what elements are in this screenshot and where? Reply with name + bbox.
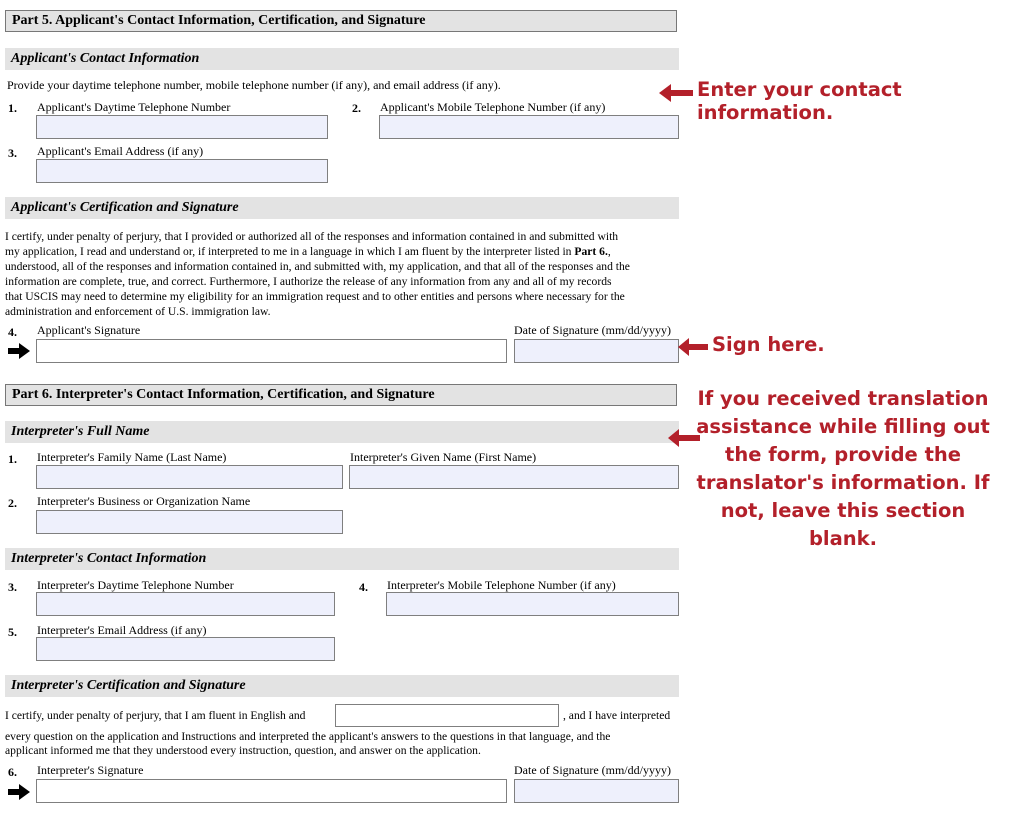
applicant-signature-date-input[interactable] — [514, 339, 679, 363]
cert-line-2: my application, I read and understand or, if interpreted to me in a language in which I am fluent by the interpreter listed in Part 6., — [5, 245, 611, 258]
item-number-1: 1. — [8, 101, 17, 115]
applicant-mobile-phone-input[interactable] — [379, 115, 679, 139]
black-arrow-icon — [8, 784, 30, 800]
applicant-email-input[interactable] — [36, 159, 328, 183]
applicant-date-label: Date of Signature (mm/dd/yyyy) — [514, 323, 671, 337]
interpreter-name-section-header: Interpreter's Full Name — [5, 421, 679, 443]
interpreter-given-name-label: Interpreter's Given Name (First Name) — [350, 450, 537, 464]
contact-intro-text: Provide your daytime telephone number, mobile telephone number (if any), and email address (if any). — [7, 78, 501, 92]
cert-line-6: administration and enforcement of U.S. immigration law. — [5, 305, 271, 318]
item-number-3: 3. — [8, 146, 17, 160]
translator-annotation-line-4: translator's information. If — [696, 471, 990, 494]
interpreter-certification-section-header: Interpreter's Certification and Signature — [5, 675, 679, 697]
interpreter-mobile-phone-input[interactable] — [386, 592, 679, 616]
part5-header: Part 5. Applicant's Contact Information, Certification, and Signature — [5, 10, 677, 32]
applicant-contact-section-header: Applicant's Contact Information — [5, 48, 679, 70]
interpreter-mobile-phone-label: Interpreter's Mobile Telephone Number (if any) — [387, 578, 616, 592]
interpreter-given-name-input[interactable] — [349, 465, 679, 489]
part6-header: Part 6. Interpreter's Contact Information, Certification, and Signature — [5, 384, 677, 406]
sign-annotation: Sign here. — [712, 333, 825, 356]
interpreter-email-input[interactable] — [36, 637, 335, 661]
item-number-6: 6. — [8, 765, 17, 779]
interpreter-family-name-label: Interpreter's Family Name (Last Name) — [37, 450, 227, 464]
interpreter-business-label: Interpreter's Business or Organization Name — [37, 494, 251, 508]
item-number-2: 2. — [352, 101, 361, 115]
interpreter-signature-label: Interpreter's Signature — [37, 763, 144, 777]
item-number-2: 2. — [8, 496, 17, 510]
interpreter-daytime-phone-input[interactable] — [36, 592, 335, 616]
interpreter-family-name-input[interactable] — [36, 465, 343, 489]
translator-annotation-line-2: assistance while filling out — [696, 415, 990, 438]
translator-annotation-line-5: not, leave this section blank. — [720, 499, 966, 550]
item-number-4: 4. — [8, 325, 17, 339]
red-left-arrow-icon — [678, 338, 708, 356]
translator-annotation-line-3: the form, provide the — [725, 443, 961, 466]
cert-line-1: I certify, under penalty of perjury, that I provided or authorized all of the responses and information contained in and submitted with — [5, 230, 619, 243]
interpreter-cert-line-3: applicant informed me that they understood every instruction, question, and answer on the application. — [5, 744, 481, 757]
interpreter-email-label: Interpreter's Email Address (if any) — [37, 623, 207, 637]
interpreter-contact-section-header: Interpreter's Contact Information — [5, 548, 679, 570]
item-number-5: 5. — [8, 625, 17, 639]
interpreter-date-label: Date of Signature (mm/dd/yyyy) — [514, 763, 671, 777]
item-number-1: 1. — [8, 452, 17, 466]
translator-annotation — [690, 385, 996, 553]
email-label: Applicant's Email Address (if any) — [37, 144, 204, 158]
item-number-3: 3. — [8, 580, 17, 594]
part6-reference: Part 6. — [574, 245, 608, 258]
translator-annotation-line-1: If you received translation — [697, 387, 989, 410]
applicant-certification-text — [5, 229, 681, 319]
language-input[interactable] — [335, 704, 559, 727]
applicant-signature-label: Applicant's Signature — [37, 323, 141, 337]
interpreter-business-input[interactable] — [36, 510, 343, 534]
interpreter-cert-after: , and I have interpreted — [563, 709, 671, 722]
mobile-phone-label: Applicant's Mobile Telephone Number (if any) — [380, 100, 606, 114]
red-left-arrow-icon — [659, 84, 693, 102]
item-number-4: 4. — [359, 580, 368, 594]
applicant-certification-section-header: Applicant's Certification and Signature — [5, 197, 679, 219]
black-arrow-icon — [8, 343, 30, 359]
applicant-daytime-phone-input[interactable] — [36, 115, 328, 139]
interpreter-daytime-phone-label: Interpreter's Daytime Telephone Number — [37, 578, 234, 592]
cert-line-5: that USCIS may need to determine my eligibility for an immigration request and to other entities and persons where necessary for the — [5, 290, 625, 303]
interpreter-signature-date-input[interactable] — [514, 779, 679, 803]
cert-line-4: information are complete, true, and correct. Furthermore, I authorize the release of any information from any and all of my records — [5, 275, 612, 288]
interpreter-signature-input[interactable] — [36, 779, 507, 803]
applicant-signature-input[interactable] — [36, 339, 507, 363]
cert-line-3: understood, all of the responses and information contained in, and submitted with, my application, and that all of the responses and the — [5, 260, 630, 273]
daytime-phone-label: Applicant's Daytime Telephone Number — [37, 100, 231, 114]
contact-annotation: Enter your contact information. — [697, 78, 902, 124]
interpreter-cert-line-2: every question on the application and Instructions and interpreted the applicant's answers to the questions in that language, and the — [5, 730, 611, 743]
interpreter-cert-start: I certify, under penalty of perjury, that I am fluent in English and — [5, 709, 306, 722]
